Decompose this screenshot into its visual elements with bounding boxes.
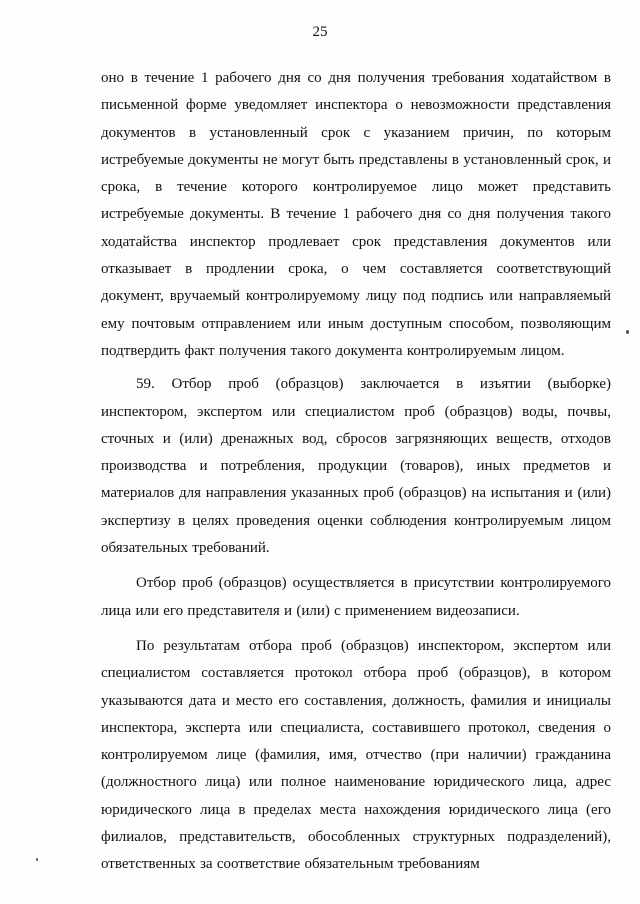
scan-speck [36,858,38,861]
paragraph-sampling-protocol: По результатам отбора проб (образцов) инспектором, экспертом или специалистом составляется протокол отбора проб (образцов), в котором указываются дата и место его составления, должность, фамилия и инициалы инспектора, эксперта или специалиста, составившего протокол, сведения о контролируемом лице (фамилия, имя, отчество (при наличии) гражданина (должностного лица) или полное наименование юридического лица, адрес юридического лица в пределах места нахождения юридического лица (его филиалов, представительств, обособленных структурных подразделений), ответственных за соответствие обязательным требованиям [101,637,611,873]
document-body [101,65,611,879]
paragraph-continuation: оно в течение 1 рабочего дня со дня получения требования ходатайством в письменной форме уведомляет инспектора о невозможности представления документов в установленный срок с указанием причин, по которым истребуемые документы не могут быть представлены в установленный срок, и срока, в течение которого контролируемое лицо может представить истребуемые документы. В течение 1 рабочего дня со дня получения такого ходатайства инспектор продлевает срок представления документов или отказывает в продлении срока, о чем составляется соответствующий документ, вручаемый контролируемому лицу под подпись или направляемый ему почтовым отправлением или иным доступным способом, позволяющим подтвердить факт получения такого документа контролируемым лицом. [101,70,611,359]
scan-speck [626,330,629,334]
page-number: 25 [312,24,328,40]
paragraph-sampling-presence: Отбор проб (образцов) осуществляется в присутствии контролируемого лица или его представителя и (или) с применением видеозаписи. [101,575,611,619]
paragraph-clause-59: 59. Отбор проб (образцов) заключается в изъятии (выборке) инспектором, экспертом или специалистом проб (образцов) воды, почвы, сточных и (или) дренажных вод, сбросов загрязняющих веществ, отходов производства и потребления, продукции (товаров), иных предметов и материалов для направления указанных проб (образцов) на испытания и (или) экспертизу в целях проведения оценки соблюдения контролируемым лицом обязательных требований. [101,376,611,557]
